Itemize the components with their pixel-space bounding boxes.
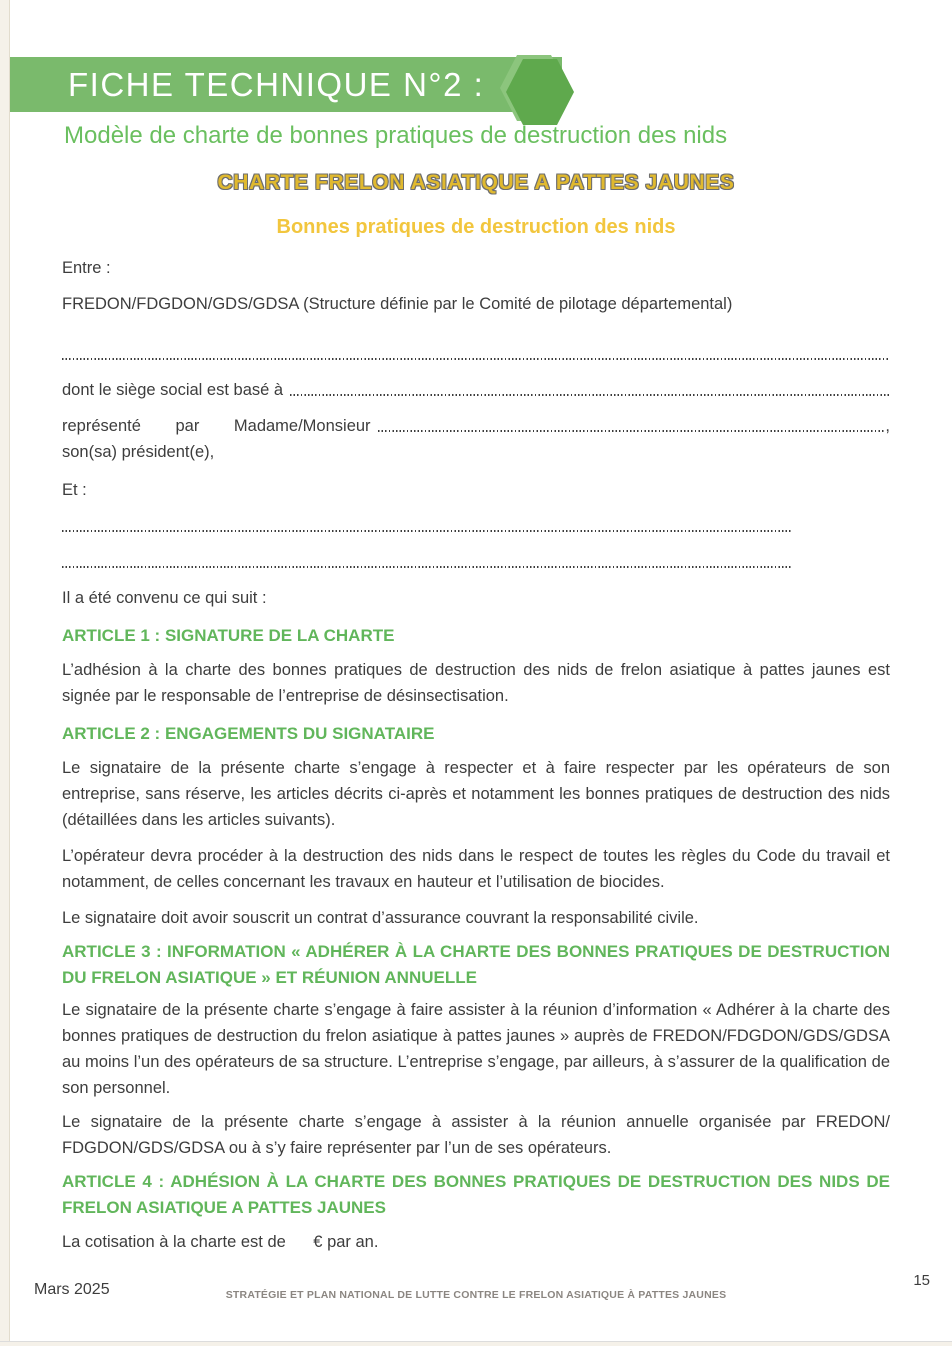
charter-body [62, 255, 890, 1255]
blank-fill-dots [290, 377, 890, 403]
siege-social-line [62, 377, 890, 403]
article-4-paragraph: La cotisation à la charte est de € par an. [62, 1233, 379, 1251]
article-1-heading: ARTICLE 1 : SIGNATURE DE LA CHARTE [62, 626, 395, 645]
convenu-line: Il a été convenu ce qui suit : [62, 589, 267, 607]
article-3-paragraph: Le signataire de la présente charte s’engage à faire assister à la réunion d’information « Adhérer à la charte des bonnes pratiques de destruction du frelon asiatique à pattes jaunes » auprès de FREDON/FDGDON/GDS/GDSA au moins l’un des opérateurs de sa structure. L’entreprise s’engage, par ailleurs, à s’assurer de la qualification de son personnel. [62, 1001, 890, 1097]
charter-subtitle: Bonnes pratiques de destruction des nids [276, 216, 676, 238]
blank-fill-dots [378, 413, 886, 439]
article-1-paragraph: L’adhésion à la charte des bonnes pratiques de destruction des nids de frelon asiatique à pattes jaunes est signée par le responsable de l’entreprise de désinsectisation. [62, 661, 890, 705]
article-2-paragraph: Le signataire doit avoir souscrit un contrat d’assurance couvrant la responsabilité civile. [62, 909, 699, 927]
blank-fill-line [62, 341, 890, 367]
article-2-paragraph: L’opérateur devra procéder à la destruction des nids dans le respect de toutes les règles du Code du travail et notamment, de celles concernant les travaux en hauteur et l’utilisation de biocides. [62, 847, 890, 891]
charter-title: CHARTE FRELON ASIATIQUE A PATTES JAUNES [217, 171, 735, 194]
president-line: son(sa) président(e), [62, 443, 215, 461]
represente-line [62, 413, 890, 439]
structure-line: FREDON/FDGDON/GDS/GDSA (Structure définie par le Comité de pilotage départemental) [62, 295, 733, 313]
article-2-paragraph: Le signataire de la présente charte s’engage à respecter et à faire respecter par les opérateurs de son entreprise, sans réserve, les articles décrits ci-après et notamment les bonnes pratiques de destruction des nids (détaillées dans les articles suivants). [62, 759, 890, 829]
article-2-heading: ARTICLE 2 : ENGAGEMENTS DU SIGNATAIRE [62, 724, 435, 743]
footer-date: Mars 2025 [34, 1281, 110, 1298]
article-3-paragraph: Le signataire de la présente charte s’engage à assister à la réunion annuelle organisée par FREDON/ FDGDON/GDS/GDSA ou à s’y faire représenter par l’un de ses opérateurs. [62, 1113, 890, 1157]
fiche-technique-title: FICHE TECHNIQUE N°2 : [68, 65, 485, 103]
footer-document-title: STRATÉGIE ET PLAN NATIONAL DE LUTTE CONTRE LE FRELON ASIATIQUE À PATTES JAUNES [225, 1289, 727, 1301]
page-left-edge [0, 0, 10, 1346]
page-bottom-edge [0, 1341, 952, 1346]
footer-page-number: 15 [913, 1272, 930, 1289]
article-3-heading: ARTICLE 3 : INFORMATION « ADHÉRER À LA CHARTE DES BONNES PRATIQUES DE DESTRUCTION DU FRELON ASIATIQUE » ET RÉUNION ANNUELLE [62, 942, 890, 987]
et-label: Et : [62, 481, 87, 499]
represente-label: représenté par Madame/Monsieur [62, 417, 371, 435]
blank-fill-line [62, 549, 792, 575]
blank-fill-line [62, 513, 792, 539]
entre-label: Entre : [62, 259, 111, 277]
siege-social-label: dont le siège social est basé à [62, 381, 284, 399]
document-subtitle: Modèle de charte de bonnes pratiques de destruction des nids [64, 122, 728, 149]
represente-comma: , [885, 417, 890, 435]
fiche-technique-banner [10, 57, 562, 112]
article-4-heading: ARTICLE 4 : ADHÉSION À LA CHARTE DES BONNES PRATIQUES DE DESTRUCTION DES NIDS DE FRELON ASIATIQUE A PATTES JAUNES [62, 1172, 890, 1217]
